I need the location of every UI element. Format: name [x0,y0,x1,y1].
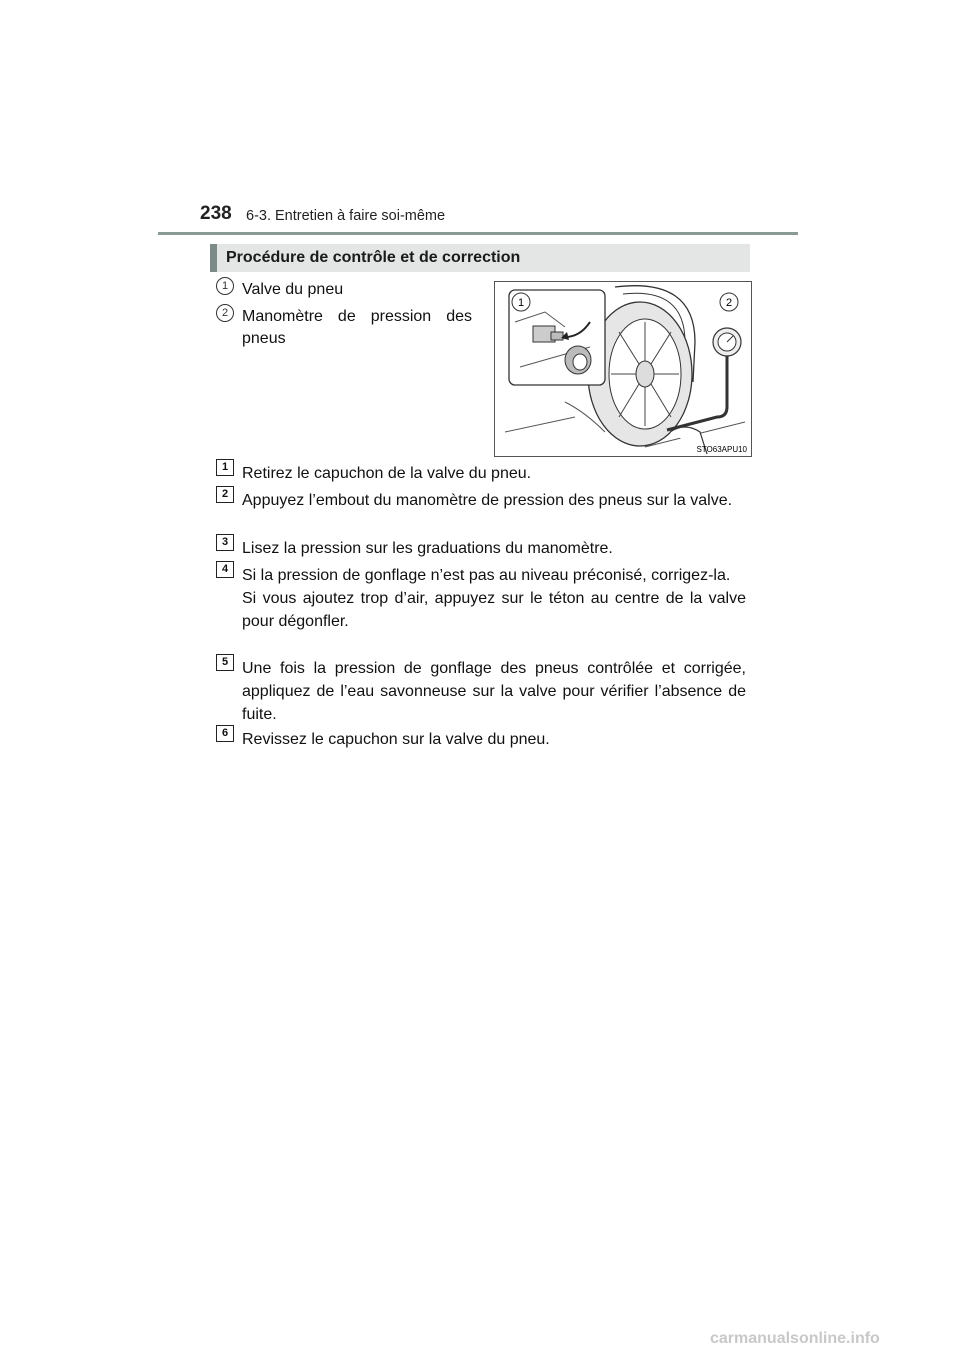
legend-number: 2 [216,304,234,322]
watermark: carmanualsonline.info [710,1330,880,1347]
step-text: Appuyez l’embout du manomètre de pression des pneus sur la valve. [242,492,733,509]
header-rule [158,232,798,235]
page-number: 238 [200,203,232,224]
figure-callout-1: 1 [517,297,525,309]
step-text-line: Si vous ajoutez trop d’air, appuyez sur le téton au centre de la valve pour dégonfler. [242,590,746,630]
legend-text: Manomètre de pression des pneus [242,308,472,347]
legend-number: 1 [216,277,234,295]
illustration [494,281,752,457]
section-title: 6-3. Entretien à faire soi-même [246,208,446,224]
step-badge: 4 [216,561,234,578]
tire-valve-illustration [495,282,751,456]
step-text [242,564,746,633]
step-badge: 2 [216,486,234,503]
step-text: Retirez le capuchon de la valve du pneu. [242,465,532,482]
figure-code: STO63APU10 [696,445,747,454]
band-accent [210,244,217,272]
step-badge: 1 [216,459,234,476]
legend-text: Valve du pneu [242,281,344,298]
band-title: Procédure de contrôle et de correction [226,249,521,266]
step-badge: 3 [216,534,234,551]
step-text: Revissez le capuchon sur la valve du pneu. [242,731,550,748]
step-text-line: Si la pression de gonflage n’est pas au niveau préconisé, corrigez-la. [242,567,731,584]
step-badge: 6 [216,725,234,742]
step-text: Lisez la pression sur les graduations du manomètre. [242,540,613,557]
figure-callout-2: 2 [725,297,733,309]
step-badge: 5 [216,654,234,671]
step-text: Une fois la pression de gonflage des pneus contrôlée et corrigée, appliquez de l’eau savonneuse sur la valve pour vérifier l’absence de fuite. [242,660,746,723]
section-band [210,244,750,272]
